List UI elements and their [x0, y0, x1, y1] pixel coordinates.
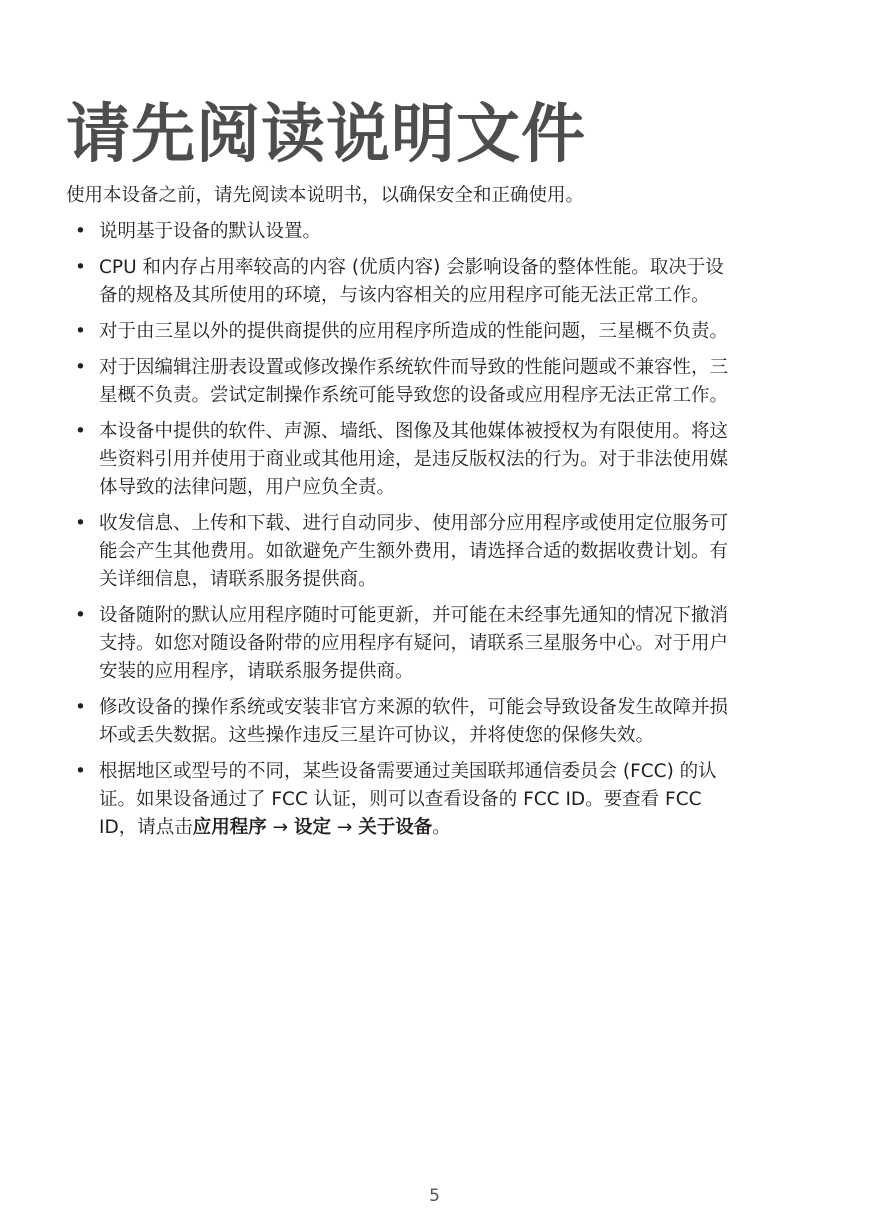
bullet-icon: • — [75, 605, 86, 626]
bullet-icon: • — [75, 257, 86, 278]
text-line: 能会产生其他费用。如欲避免产生额外费用，请选择合适的数据收费计划。有 — [99, 541, 729, 562]
list-item — [66, 602, 806, 686]
menu-path-about-device: 关于设备 — [358, 817, 433, 838]
text-line: 坏或丢失数据。这些操作违反三星许可协议，并将使您的保修失效。 — [99, 725, 655, 746]
list-item-text — [99, 254, 806, 310]
bullet-icon: • — [75, 321, 86, 342]
text-line: 收发信息、上传和下载、进行自动同步、使用部分应用程序或使用定位服务可 — [99, 513, 729, 534]
list-item-text — [99, 602, 806, 686]
text-line: 备的规格及其所使用的环境，与该内容相关的应用程序可能无法正常工作。 — [99, 285, 710, 306]
list-item-text — [99, 354, 806, 410]
intro-paragraph: 使用本设备之前，请先阅读本说明书，以确保安全和正确使用。 — [66, 185, 585, 206]
text-line: 设备随附的默认应用程序随时可能更新，并可能在未经事先通知的情况下撤消 — [99, 605, 729, 626]
list-item-text — [99, 694, 806, 750]
text-line: 些资料引用并使用于商业或其他用途，是违反版权法的行为。对于非法使用媒 — [99, 449, 729, 470]
arrow-icon: → — [266, 817, 294, 838]
list-item — [66, 418, 806, 502]
text-line: 证。如果设备通过了 FCC 认证，则可以查看设备的 FCC ID。要查看 FCC — [99, 789, 702, 810]
menu-path-settings: 设定 — [293, 817, 331, 838]
list-item-text — [99, 218, 806, 246]
arrow-icon: → — [331, 817, 359, 838]
list-item-text — [99, 758, 806, 842]
text-line: 本设备中提供的软件、声源、墙纸、图像及其他媒体被授权为有限使用。将这 — [99, 421, 729, 442]
list-item — [66, 758, 806, 842]
text-line: CPU 和内存占用率较高的内容 (优质内容) 会影响设备的整体性能。取决于设 — [99, 257, 724, 278]
text-line: 关详细信息，请联系服务提供商。 — [99, 569, 377, 590]
page-title: 请先阅读说明文件 — [66, 98, 586, 172]
bullet-icon: • — [75, 513, 86, 534]
bullet-list — [66, 218, 806, 850]
bullet-icon: • — [75, 357, 86, 378]
list-item — [66, 694, 806, 750]
list-item-text — [99, 318, 806, 346]
bullet-icon: • — [75, 221, 86, 242]
text-line: 支持。如您对随设备附带的应用程序有疑问，请联系三星服务中心。对于用户 — [99, 633, 729, 654]
text-line: 说明基于设备的默认设置。 — [99, 221, 322, 242]
text-line: 对于由三星以外的提供商提供的应用程序所造成的性能问题，三星概不负责。 — [99, 321, 729, 342]
list-item — [66, 354, 806, 410]
text-line: 体导致的法律问题，用户应负全责。 — [99, 477, 396, 498]
list-item-text — [99, 418, 806, 502]
text-span: 。 — [432, 817, 451, 838]
text-span: ID，请点击 — [99, 817, 193, 838]
bullet-icon: • — [75, 761, 86, 782]
text-line: 对于因编辑注册表设置或修改操作系统软件而导致的性能问题或不兼容性，三 — [99, 357, 729, 378]
list-item — [66, 254, 806, 310]
menu-path-apps: 应用程序 — [192, 817, 267, 838]
list-item — [66, 318, 806, 346]
text-line: 安装的应用程序，请联系服务提供商。 — [99, 661, 414, 682]
text-line: 修改设备的操作系统或安装非官方来源的软件，可能会导致设备发生故障并损 — [99, 697, 729, 718]
text-line: 星概不负责。尝试定制操作系统可能导致您的设备或应用程序无法正常工作。 — [99, 385, 729, 406]
list-item-text — [99, 510, 806, 594]
list-item — [66, 510, 806, 594]
list-item — [66, 218, 806, 246]
text-line: 根据地区或型号的不同，某些设备需要通过美国联邦通信委员会 (FCC) 的认 — [99, 761, 717, 782]
bullet-icon: • — [75, 697, 86, 718]
text-line — [99, 814, 806, 842]
page-number: 5 — [429, 1186, 440, 1206]
bullet-icon: • — [75, 421, 86, 442]
